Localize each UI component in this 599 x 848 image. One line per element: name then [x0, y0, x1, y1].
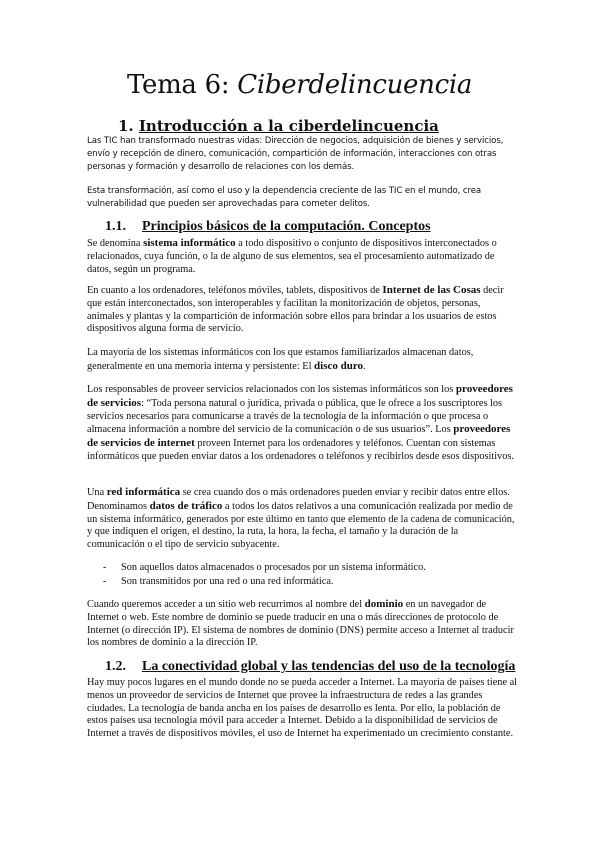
paragraph-disco-duro: [87, 347, 517, 374]
paragraph-sistema-informatico: [87, 237, 517, 276]
term-disco-duro: disco duro: [314, 359, 364, 372]
text: La mayoría de los sistemas informáticos con los que estamos familiarizados almacenan datos, generalmente en una memoria interna y persistente: El: [87, 347, 474, 372]
section-1-heading: [118, 117, 439, 135]
bullet-list: [103, 561, 426, 589]
section-title: Introducción a la ciberdelincuencia: [138, 117, 439, 135]
term-sistema-informatico: sistema informático: [143, 237, 236, 249]
term-proveedores-de-servicios-de-internet: proveedores de servicios de internet: [87, 423, 511, 450]
text: : “Toda persona natural o jurídica, privada o pública, que le ofrece a los suscriptores los servicios necesarios para comunicarse a través de la tecnología de la información o que procesa o almacena información a nombre del servicio de la comunicación o de sus usuarios”. Los: [87, 397, 503, 436]
paragraph-proveedores: [87, 383, 517, 464]
text: En cuanto a los ordenadores, teléfonos móviles, tablets, dispositivos de: [87, 285, 383, 296]
list-item: - Son aquellos datos almacenados o procesados por un sistema informático.: [103, 561, 426, 575]
document-title: [0, 70, 599, 100]
text: se crea cuando dos o más ordenadores pueden enviar y recibir datos entre ellos. Denominamos: [87, 487, 510, 512]
term-dominio: dominio: [364, 598, 404, 610]
section-number: 1.1.: [105, 219, 126, 234]
text: .: [363, 360, 366, 372]
text: Se denomina: [87, 238, 144, 249]
term-datos-de-trafico: datos de tráfico: [149, 499, 223, 512]
text: en un navegador de Internet o web. Este nombre de dominio se puede traducir en una o más direcciones de protocolo de Internet (o dirección IP). El sistema de nombres de dominio (DNS) permite acceso a Internet al traducir los nombres de dominio a la dirección IP.: [87, 599, 514, 649]
text: a todos los datos relativos a una comunicación realizada por medio de un sistema informático, generados por este último en tanto que elemento de la cadena de comunicación, y que indiquen el origen, el destino, la ruta, la hora, la fecha, el tamaño y la duración de la comunicación o el tipo de servicio subyacente.: [87, 500, 515, 551]
text: a todo dispositivo o conjunto de dispositivos interconectados o relacionados, cuya función, o la de alguno de sus elementos, sea el procesamiento automatizado de datos, según un programa.: [87, 238, 497, 275]
section-title: La conectividad global y las tendencias del uso de la tecnología: [142, 659, 516, 674]
term-proveedores-de-servicios: proveedores de servicios: [87, 383, 513, 409]
text: Cuando queremos acceder a un sitio web recurrimos al nombre del: [87, 599, 365, 610]
paragraph-conectividad: Hay muy pocos lugares en el mundo donde no se pueda acceder a Internet. La mayoría de países tiene al menos un proveedor de servicios de Internet que provee la infraestructura de redes a las grandes ciudades. La tecnología de banda ancha en los países de desarrollo es lenta. Por ello, la población de estos países usa tecnología móvil para acceder a Internet. Debido a la disponibilidad de servicios de Internet a través de dispositivos móviles, el uso de Internet ha experimentado un crecimiento constante.: [87, 677, 518, 740]
term-red-informatica: red informática: [106, 486, 181, 498]
title-prefix: Tema 6:: [126, 70, 238, 100]
list-item: - Son transmitidos por una red o una red informática.: [103, 575, 426, 589]
text: Una: [87, 487, 107, 498]
intro-paragraph-1: Las TIC han transformado nuestras vidas: Dirección de negocios, adquisición de bienes y servicios, envío y recepción de dinero, comunicación, compartición de información, interacciones con otras personas y formación y desarrollo de relaciones con los demás.: [87, 136, 504, 172]
paragraph-red-informatica: [87, 486, 517, 552]
paragraph-dominio: [87, 598, 517, 650]
paragraph-internet-cosas: [87, 284, 517, 336]
text: Los responsables de proveer servicios relacionados con los sistemas informáticos son los: [87, 384, 456, 395]
term-internet-de-las-cosas: Internet de las Cosas: [382, 284, 481, 296]
text: decir que están interconectados, son interoperables y facilitan la monitorización de objetos, personas, animales y plantas y la compartición de información sobre ellos para brindar a los usuarios de estos dispositivos alguna forma de servicio.: [87, 285, 504, 335]
text: proveen Internet para los ordenadores y teléfonos. Cuentan con sistemas informáticos que pueden enviar datos a los ordenadores o teléfonos y recibirlos desde esos dispositivos.: [87, 438, 514, 462]
section-1-1-heading: [105, 219, 431, 235]
intro-paragraph-2: Esta transformación, así como el uso y la dependencia creciente de las TIC en el mundo, crea vulnerabilidad que pueden ser aprovechadas para cometer delitos.: [87, 186, 482, 209]
section-1-2-heading: [105, 659, 515, 675]
section-number: 1.2.: [105, 659, 126, 674]
title-italic: Ciberdelincuencia: [237, 70, 473, 100]
section-title: Principios básicos de la computación. Conceptos: [142, 219, 431, 234]
section-number: 1.: [118, 117, 134, 135]
